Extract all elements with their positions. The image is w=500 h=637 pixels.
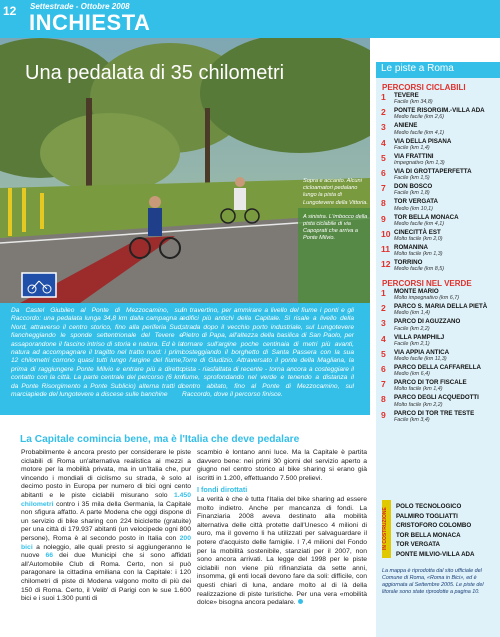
path-difficulty: Molto facile (km 1,4) <box>394 386 443 393</box>
path-difficulty: Molto impegnativo (km 6,7) <box>394 295 460 302</box>
path-item <box>381 334 497 349</box>
path-number: 7 <box>381 379 386 390</box>
path-item <box>381 394 497 409</box>
path-item <box>381 379 497 394</box>
path-name: TORRINO <box>394 259 423 267</box>
path-difficulty: Facile (km 2,1) <box>394 340 430 347</box>
path-item <box>381 259 497 274</box>
path-difficulty: Impegnativo (km 1,3) <box>394 159 445 166</box>
body-text: La verità è che è tutta l'Italia del bike sharing ad essere molto indietro. Anche per mancanza di fondi. La Finanziaria 2008 aveva destinato alla mobilità alternativa delle città protette dall'Unesco 4 milioni di euro, ma il governo li ha utilizzati per salvaguardare il potere d'acquisto delle famiglie. I 7,4 milioni del Fondo per la mobilità sostenibile, stanziati per il 2007, non sono ancora arrivati. La legge del 1998 per le piste ciclabili non viene più rifinanziata da sette anni, insomma, gli enti locali devono fare da soli: difficile, con questi chiari di luna, andare molto al di là della realizzazione di piste turistiche. Per una vera «mobilità dolce» bisogna ancora pedalare. <box>197 495 367 607</box>
construction-item: CRISTOFORO COLOMBO <box>396 522 472 530</box>
path-name: TOR VERGATA <box>394 198 438 206</box>
path-difficulty: Facile (km 1,8) <box>394 190 430 197</box>
path-number: 7 <box>381 183 386 194</box>
path-name: PARCO DI TOR FISCALE <box>394 379 467 387</box>
body-text: a noleggio, alle quali presto si aggiungeranno le nuove <box>21 543 191 560</box>
path-name: TEVERE <box>394 92 419 99</box>
path-name: PARCO DI TOR TRE TESTE <box>394 409 475 417</box>
construction-list <box>396 502 474 560</box>
green-paths-list <box>381 288 497 425</box>
sidebar-title: Le piste a Roma <box>381 63 454 74</box>
path-name: ROMANINA <box>394 243 429 251</box>
path-name: VIA DI GROTTAPERFETTA <box>394 167 472 175</box>
body-column-1 <box>21 449 191 604</box>
path-name: VIA DELLA PISANA <box>394 137 452 145</box>
article-title: Una pedalata di 35 chilometri <box>25 62 285 84</box>
path-item <box>381 318 497 333</box>
path-difficulty: Medio facile (km 8,5) <box>394 266 445 273</box>
path-name: PARCO DELLA CAFFARELLA <box>394 363 481 371</box>
construction-item: TOR BELLA MONACA <box>396 531 461 539</box>
path-name: PONTE RISORGIM.-VILLA ADA <box>394 107 485 115</box>
path-name: PARCO S. MARIA DELLA PIETÀ <box>394 303 488 311</box>
map-note: La mappa è riprodotta dal sito ufficiale del Comune di Roma, «Roma in Bici», ed è aggiornata al Settembre 2005. Le piste del litorale sono state riprodotte a pagina 10. <box>382 568 484 595</box>
cycle-paths-list <box>381 92 497 274</box>
path-name: PARCO DEGLI ACQUEDOTTI <box>394 394 479 402</box>
highlight-km: 1.450 chilometri <box>21 491 191 508</box>
path-number: 12 <box>381 259 391 270</box>
body-text: Probabilmente è ancora presto per considerare le piste ciclabili di Roma un'alternativa realistica ai mezzi a motore per la mobilità privata, ma in un'Italia che, pur vincendo i mondiali di ciclismo su strada, è solo al decimo posto in Europa per numero di bici ogni cento abitanti e le piste ciclabili misurano solo <box>21 449 191 499</box>
body-subheading: I fondi dirottati <box>197 485 248 495</box>
path-number: 3 <box>381 122 386 133</box>
construction-item: POLO TECNOLOGICO <box>396 503 462 510</box>
path-difficulty: Medio facile (km 2,6) <box>394 114 445 121</box>
path-difficulty: Medio (km 1,4) <box>394 310 430 317</box>
path-difficulty: Medio facile (km 4,1) <box>394 129 445 136</box>
path-name: VIA FRATTINI <box>394 152 434 160</box>
body-text: dei due Municipi che si sono affidati all'Automobile Club di Roma. Certo, non si può paragonare la cittadina emiliana con la Capitale: i 120 chilometri di piste di Modena valgono molto di più dei 150 di Roma. Certo, il Velib' di Parigi con le sue 1.600 bici e i suoi 1.300 punti di <box>21 552 191 603</box>
intro-box <box>0 303 370 415</box>
path-name: TOR BELLA MONACA <box>394 213 459 221</box>
path-difficulty: Medio facile (km 11,3) <box>394 355 447 362</box>
path-number: 5 <box>381 348 386 359</box>
path-difficulty: Facile (km 1,4) <box>394 144 430 151</box>
construction-item: TOR VERGATA <box>396 541 440 549</box>
construction-item: PALMIRO TOGLIATTI <box>396 512 458 520</box>
path-number: 3 <box>381 318 386 329</box>
path-item <box>381 244 497 259</box>
section-title: INCHIESTA <box>29 10 151 35</box>
path-number: 4 <box>381 137 386 148</box>
path-difficulty: Facile (km 3,4) <box>394 416 430 423</box>
issue-label: Settestrade - Ottobre 2008 <box>30 2 130 11</box>
path-number: 11 <box>381 243 391 254</box>
caption-top: Sopra e accanto. Alcuni cicloamatori pedalano lungo la pista di Lungotevere della Vittoria. <box>303 178 368 206</box>
path-difficulty: Facile (km 34,8) <box>394 99 433 106</box>
path-name: ANIENE <box>394 122 418 130</box>
path-difficulty: Medio (km 6,4) <box>394 371 430 378</box>
path-item <box>381 303 497 318</box>
group-title-green-paths: PERCORSI NEL VERDE <box>382 279 472 288</box>
path-item <box>381 198 497 213</box>
path-name: PARCO DI AGUZZANO <box>394 318 461 326</box>
path-name: VILLA PAMPHILJ <box>394 333 445 341</box>
path-number: 1 <box>381 288 386 298</box>
path-difficulty: Molto facile (km 2,2) <box>394 401 443 408</box>
path-item <box>381 229 497 244</box>
path-name: DON BOSCO <box>394 183 433 191</box>
path-item <box>381 183 497 198</box>
body-text: scambio è lontano anni luce. Ma la Capitale è partita davvero bene: nei primi 30 giorni del servizio aperto a giugno nel centro storico al bike sharing si erano già iscritti in 1.200, effettuando 7.500 prelievi. <box>197 449 367 482</box>
path-number: 6 <box>381 363 386 374</box>
path-item <box>381 138 497 153</box>
path-item <box>381 107 497 122</box>
path-difficulty: Medio (km 10,1) <box>394 205 433 212</box>
path-number: 10 <box>381 228 391 239</box>
end-mark-icon <box>298 599 303 604</box>
path-name: CINECITTÀ EST <box>394 228 441 236</box>
path-item <box>381 364 497 379</box>
path-number: 8 <box>381 394 386 405</box>
path-item <box>381 288 497 303</box>
group-title-cycle-paths: PERCORSI CICLABILI <box>382 83 466 92</box>
path-number: 1 <box>381 92 386 102</box>
body-text: contro i 35 mila della Germania, la Capitale non sfigura affatto. A parte Modena che oggi dispone di un servizio di bike sharing con 224 biciclette (gratuite) per una città di 179.937 abitanti (un velocipede ogni 800 persone), Roma è al secondo posto in Italia con <box>21 500 191 542</box>
highlight-bikes: 200 bici <box>21 534 191 551</box>
path-number: 4 <box>381 333 386 344</box>
article-subtitle: La Capitale comincia bene, ma è l'Italia che deve pedalare <box>20 434 300 445</box>
path-number: 9 <box>381 213 386 224</box>
path-number: 2 <box>381 303 386 314</box>
path-item <box>381 214 497 229</box>
path-item <box>381 410 497 425</box>
path-number: 6 <box>381 167 386 178</box>
photo-captions <box>303 178 368 250</box>
page-number: 12 <box>3 4 17 18</box>
path-number: 9 <box>381 409 386 420</box>
path-difficulty: Facile (km 2,2) <box>394 325 430 332</box>
path-item <box>381 122 497 137</box>
construction-item: PONTE MILVIO-VILLA ADA <box>396 550 475 558</box>
path-difficulty: Molto facile (km 1,3) <box>394 251 443 258</box>
path-number: 2 <box>381 107 386 118</box>
path-number: 8 <box>381 198 386 209</box>
path-number: 5 <box>381 152 386 163</box>
path-item <box>381 153 497 168</box>
path-difficulty: Medio facile (km 4,1) <box>394 220 445 227</box>
caption-left: A sinistra. L'imbocco della pista ciclabile di via Capoprati che arriva a Ponte Milvio. <box>303 213 368 242</box>
path-item <box>381 349 497 364</box>
path-difficulty: Molto facile (km 2,0) <box>394 235 443 242</box>
path-item <box>381 92 497 107</box>
path-item <box>381 168 497 183</box>
path-difficulty: Facile (km 1,5) <box>394 175 430 182</box>
intro-column-1: Da Castel Giubileo al Ponte di Mezzocamino, sul Raccordo: una pedalata lunga 34,8 km dalla campagna a Nord, attraverso il centro storico, fino alla periferia Sud, fiancheggiando le sponde settentrionale del Tevere e assaporandone il fascino intriso di storia e natura. Ed è la natura ad accompagnare il tragitto nel tratto nord: i primi 12 chilometri corrono quasi tutti lungo l'argine del fiume, prima di raggiungere Ponte Milvio e entrare più a diretto contatto con la città. La parte centrale del percorso (6 km da Ponte Risorgimento a Ponte Sublicio) alterna tratti di marciapiede del lungotevere a discese sulle banchine <box>11 307 183 399</box>
highlight-new: 66 <box>45 552 54 560</box>
path-name: VIA APPIA ANTICA <box>394 348 450 356</box>
body-column-2 <box>197 449 367 608</box>
construction-label: IN COSTRUZIONE <box>382 507 388 551</box>
path-name: MONTE MARIO <box>394 288 439 295</box>
intro-column-2: in travertino, per ammirare a livello del fiume i ponti e gli edifici più antichi della Capitale. Si risale a livello della strada dopo il vecchio porto industriale, sul Lungotevere Pietro di Papa, all'altezza della basilica di San Paolo, per tornare sull'argine poche centinaia di metri più avanti, costeggiando il borghetto di Santa Passera con la sua Torre di Giudizio. Attraversato il ponte della Magliana, la pista - riasfaltata di recente - torna ancora a costeggiare il fiume, sprofondando nel verde e tenendo a distanza il centro abitato, fino al Ponte di Mezzocamino, sul Raccordo, dove il percorso finisce. <box>182 307 354 399</box>
